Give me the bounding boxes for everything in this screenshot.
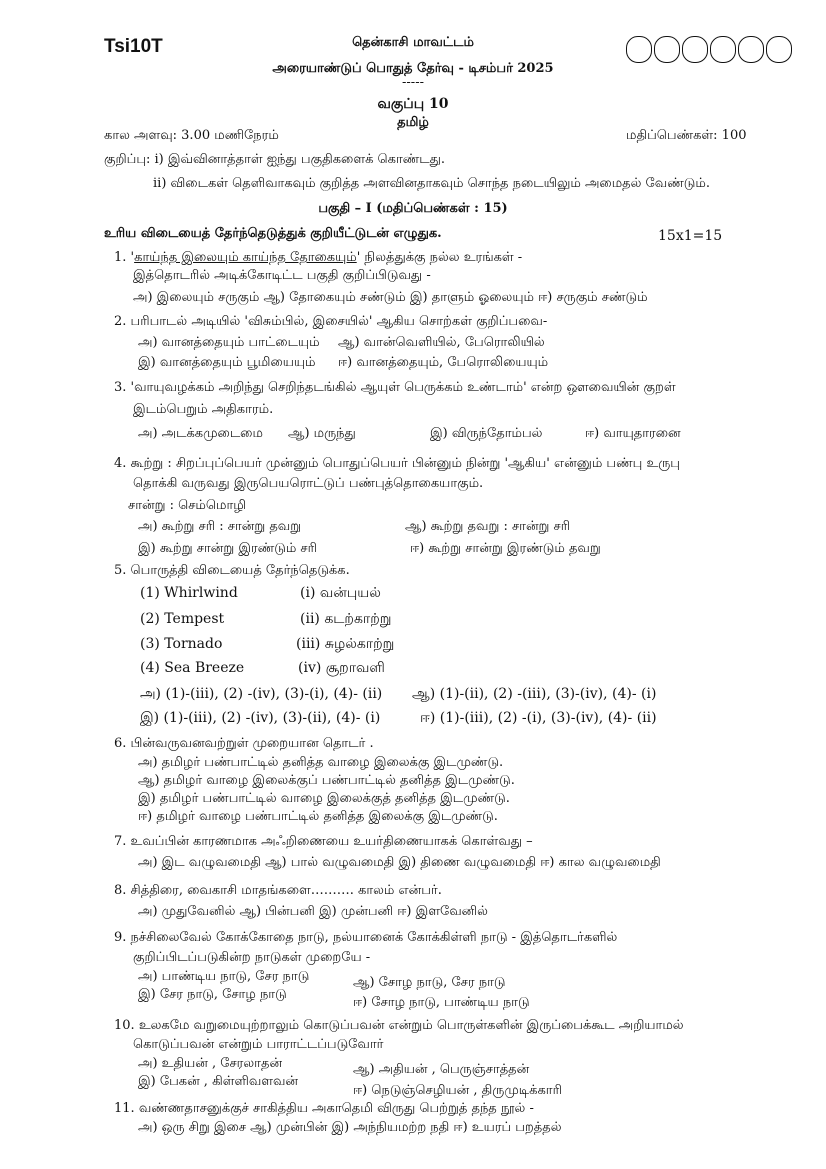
question-11: 11. வண்ணதாசனுக்குச் சாகித்திய அகாதெமி விருது பெற்றுத் தந்த நூல் -: [114, 1101, 534, 1116]
section-instruction: உரிய விடையைத் தேர்ந்தெடுத்துக் குறியீட்டுடன் எழுதுக.: [104, 226, 442, 241]
q10-option-c: இ) பேகன் , கிள்ளிவளவன்: [138, 1074, 299, 1089]
q9-option-a: அ) பாண்டிய நாடு, சேர நாடு: [138, 969, 310, 984]
question-6: 6. பின்வருவனவற்றுள் முறையான தொடர் .: [114, 736, 374, 751]
class-title: வகுப்பு 10: [377, 96, 449, 112]
district-title: தென்காசி மாவட்டம்: [352, 35, 474, 50]
section-marks: 15x1=15: [658, 228, 723, 244]
header-divider: -----: [402, 75, 424, 90]
question-1-options: அ) இலையும் சருகும் ஆ) தோகையும் சண்டும் இ) தாளும் ஓலையும் ஈ) சருகும் சண்டும்: [133, 290, 648, 305]
note-2: ii) விடைகள் தெளிவாகவும் குறித்த அளவினதாகவும் சொந்த நடையிலும் அமைதல் வேண்டும்.: [153, 176, 710, 191]
section-title: பகுதி – I (மதிப்பெண்கள் : 15): [318, 201, 508, 216]
q2-option-c: இ) வானத்தையும் பூமியையும்: [138, 355, 316, 370]
q6-option-b: ஆ) தமிழர் வாழை இலைக்குப் பண்பாட்டில் தனித்த இடமுண்டு.: [138, 773, 515, 788]
question-4: 4. கூற்று : சிறப்புப்பெயர் முன்னும் பொதுப்பெயர் பின்னும் நின்று 'ஆகிய' என்னும் பண்பு உருபு: [114, 456, 680, 471]
time-allowed: கால அளவு: 3.00 மணிநேரம்: [104, 128, 279, 143]
question-9: 9. நச்சிலைவேல் கோக்கோதை நாடு, நல்யானைக் கோக்கிள்ளி நாடு - இத்தொடர்களில்: [114, 930, 618, 945]
q9-option-c: இ) சேர நாடு, சோழ நாடு: [138, 987, 287, 1002]
q6-option-a: அ) தமிழர் பண்பாட்டில் தனித்த வாழை இலைக்கு இடமுண்டு.: [138, 755, 504, 770]
question-1: 1. 'காய்ந்த இலையும் காய்ந்த தோகையும்' நிலத்துக்கு நல்ல உரங்கள் -: [114, 250, 523, 265]
question-5: 5. பொருத்தி விடையைத் தேர்ந்தெடுக்க.: [114, 563, 350, 578]
q6-option-c: இ) தமிழர் பண்பாட்டில் வாழை இலைக்குத் தனித்த இடமுண்டு.: [138, 791, 510, 806]
question-4-example: சான்று : செம்மொழி: [128, 498, 247, 513]
question-4-line2: தொக்கி வருவது இருபெயரொட்டுப் பண்புத்தொகையாகும்.: [133, 476, 484, 491]
match-right-4: (iv) சூறாவளி: [298, 660, 385, 676]
q4-option-a: அ) கூற்று சரி : சான்று தவறு: [138, 519, 302, 534]
match-right-3: (iii) சுழல்காற்று: [296, 636, 395, 652]
q5-option-c: இ) (1)-(iii), (2) -(iv), (3)-(ii), (4)- (i): [140, 710, 381, 726]
q6-option-d: ஈ) தமிழர் வாழை பண்பாட்டில் தனித்த இலைக்கு இடமுண்டு.: [138, 809, 498, 824]
match-left-2: (2) Tempest: [140, 611, 225, 627]
q4-option-d: ஈ) கூற்று சான்று இரண்டும் தவறு: [410, 541, 601, 556]
q2-option-a: அ) வானத்தையும் பாட்டையும்: [138, 335, 320, 350]
q3-option-c: இ) விருந்தோம்பல்: [430, 426, 543, 441]
q5-option-b: ஆ) (1)-(ii), (2) -(iii), (3)-(iv), (4)- (i): [412, 686, 657, 702]
question-7: 7. உவப்பின் காரணமாக அஃறிணையை உயர்திணையாகக் கொள்வது –: [114, 834, 533, 849]
q10-option-a: அ) உதியன் , சேரலாதன்: [138, 1056, 283, 1071]
q3-option-a: அ) அடக்கமுடைமை: [138, 426, 263, 441]
q2-option-d: ஈ) வானத்தையும், பேரொலியையும்: [338, 355, 549, 370]
q9-option-d: ஈ) சோழ நாடு, பாண்டிய நாடு: [353, 995, 530, 1010]
question-3: 3. 'வாயுவழக்கம் அறிந்து செறிந்தடங்கில் ஆயுள் பெருக்கம் உண்டாம்' என்ற ஔவையின் குறள்: [114, 380, 676, 395]
question-10: 10. உலகமே வறுமையுற்றாலும் கொடுப்பவன் என்றும் பொருள்களின் இருப்பைக்கூட அறியாமல்: [114, 1018, 684, 1033]
question-2: 2. பரிபாடல் அடியில் 'விசும்பில், இசையில்' ஆகிய சொற்கள் குறிப்பவை-: [114, 314, 548, 329]
q3-option-b: ஆ) மருந்து: [288, 426, 356, 441]
exam-title: அரையாண்டுப் பொதுத் தேர்வு - டிசம்பர் 2025: [272, 61, 554, 76]
q5-option-d: ஈ) (1)-(iii), (2) -(i), (3)-(iv), (4)- (ii): [420, 710, 657, 726]
subject-title: தமிழ்: [397, 115, 429, 130]
question-9-line2: குறிப்பிடப்படுகின்ற நாடுகள் முறையே -: [133, 950, 371, 965]
q4-option-c: இ) கூற்று சான்று இரண்டும் சரி: [138, 541, 317, 556]
q4-option-b: ஆ) கூற்று தவறு : சான்று சரி: [405, 519, 571, 534]
question-1-line2: இத்தொடரில் அடிக்கோடிட்ட பகுதி குறிப்பிடுவது -: [133, 268, 431, 283]
match-right-2: (ii) கடற்காற்று: [300, 611, 392, 627]
underlined-phrase: காய்ந்த இலையும் காய்ந்த தோகையும்: [134, 250, 357, 265]
match-left-3: (3) Tornado: [140, 636, 223, 652]
match-left-1: (1) Whirlwind: [140, 585, 238, 601]
q3-option-d: ஈ) வாயுதாரனை: [585, 426, 681, 441]
question-11-options: அ) ஒரு சிறு இசை ஆ) முன்பின் இ) அந்நியமற்ற நதி ஈ) உயரப் பறத்தல்: [138, 1120, 562, 1135]
q9-option-b: ஆ) சோழ நாடு, சேர நாடு: [353, 975, 506, 990]
max-marks: மதிப்பெண்கள்: 100: [626, 128, 747, 143]
question-7-options: அ) இட வழுவமைதி ஆ) பால் வழுவமைதி இ) திணை வழுவமைதி ஈ) கால வழுவமைதி: [138, 855, 661, 870]
q2-option-b: ஆ) வான்வெளியில், பேரொலியில்: [338, 335, 545, 350]
question-10-line2: கொடுப்பவன் என்றும் பாராட்டப்படுவோர்: [133, 1037, 384, 1052]
note-1: குறிப்பு: i) இவ்வினாத்தாள் ஐந்து பகுதிகளைக் கொண்டது.: [104, 152, 446, 167]
match-left-4: (4) Sea Breeze: [140, 660, 245, 676]
question-8-options: அ) முதுவேனில் ஆ) பின்பனி இ) முன்பனி ஈ) இளவேனில்: [138, 904, 488, 919]
question-3-line2: இடம்பெறும் அதிகாரம்.: [133, 402, 274, 417]
q10-option-d: ஈ) நெடுஞ்செழியன் , திருமுடிக்காரி: [353, 1083, 562, 1098]
match-right-1: (i) வன்புயல்: [300, 585, 381, 601]
paper-code: Tsi10T: [104, 36, 163, 57]
q10-option-b: ஆ) அதியன் , பெருஞ்சாத்தன்: [353, 1062, 530, 1077]
question-8: 8. சித்திரை, வைகாசி மாதங்களை………. காலம் என்பர்.: [114, 883, 442, 898]
q5-option-a: அ) (1)-(iii), (2) -(iv), (3)-(i), (4)- (ii): [140, 686, 383, 702]
